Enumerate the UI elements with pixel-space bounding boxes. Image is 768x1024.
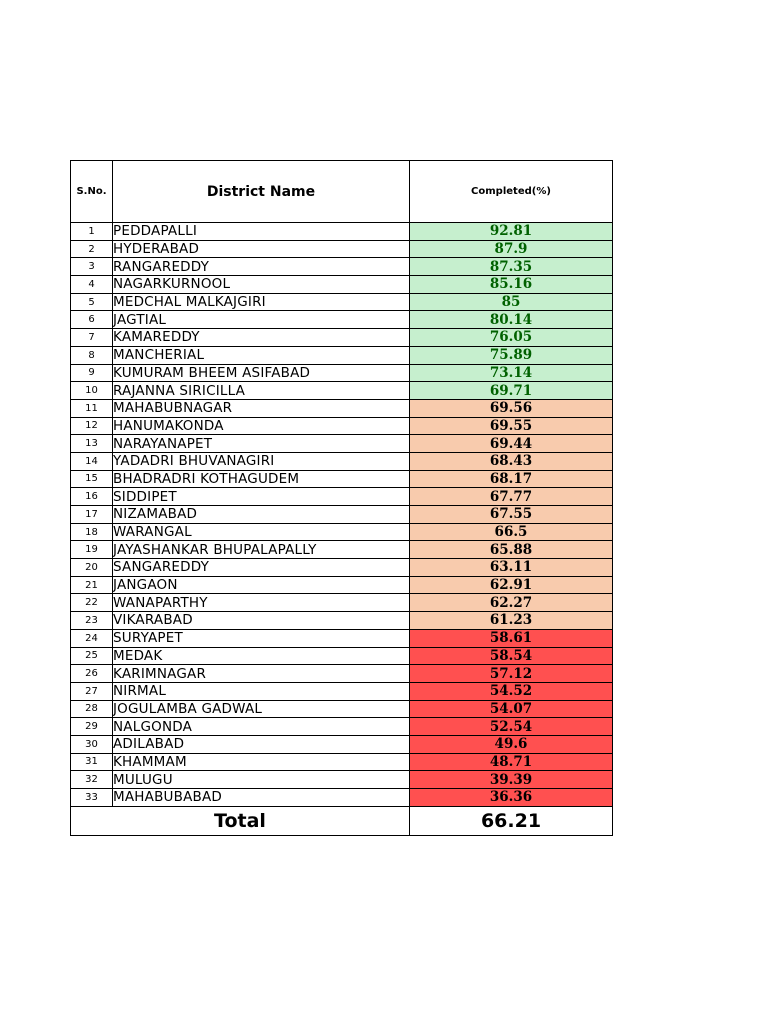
row-sno: 20 xyxy=(71,559,113,577)
row-sno: 5 xyxy=(71,293,113,311)
row-completed-pct: 63.11 xyxy=(410,559,613,577)
row-completed-pct: 49.6 xyxy=(410,735,613,753)
row-sno: 32 xyxy=(71,771,113,789)
table-row xyxy=(71,523,613,541)
table-row xyxy=(71,612,613,630)
row-district-name: JAGTIAL xyxy=(113,311,410,329)
table-row xyxy=(71,452,613,470)
table-row xyxy=(71,576,613,594)
row-completed-pct: 54.07 xyxy=(410,700,613,718)
row-district-name: SIDDIPET xyxy=(113,488,410,506)
row-completed-pct: 75.89 xyxy=(410,346,613,364)
row-completed-pct: 66.5 xyxy=(410,523,613,541)
row-sno: 23 xyxy=(71,612,113,630)
district-completion-table xyxy=(70,160,613,836)
row-district-name: WARANGAL xyxy=(113,523,410,541)
table-row xyxy=(71,435,613,453)
table-row xyxy=(71,700,613,718)
row-sno: 21 xyxy=(71,576,113,594)
table-row xyxy=(71,470,613,488)
table-row xyxy=(71,718,613,736)
table-row xyxy=(71,559,613,577)
row-sno: 12 xyxy=(71,417,113,435)
row-sno: 18 xyxy=(71,523,113,541)
table-row xyxy=(71,240,613,258)
row-completed-pct: 87.35 xyxy=(410,258,613,276)
row-completed-pct: 69.56 xyxy=(410,399,613,417)
row-sno: 11 xyxy=(71,399,113,417)
table-row xyxy=(71,311,613,329)
row-completed-pct: 39.39 xyxy=(410,771,613,789)
row-completed-pct: 57.12 xyxy=(410,665,613,683)
row-district-name: WANAPARTHY xyxy=(113,594,410,612)
row-sno: 17 xyxy=(71,506,113,524)
row-district-name: JANGAON xyxy=(113,576,410,594)
row-district-name: PEDDAPALLI xyxy=(113,223,410,241)
row-district-name: YADADRI BHUVANAGIRI xyxy=(113,452,410,470)
row-completed-pct: 76.05 xyxy=(410,329,613,347)
header-district-name: District Name xyxy=(113,161,410,223)
row-sno: 8 xyxy=(71,346,113,364)
row-district-name: KAMAREDDY xyxy=(113,329,410,347)
row-district-name: RANGAREDDY xyxy=(113,258,410,276)
table-row xyxy=(71,329,613,347)
row-district-name: BHADRADRI KOTHAGUDEM xyxy=(113,470,410,488)
table-row xyxy=(71,258,613,276)
row-district-name: KHAMMAM xyxy=(113,753,410,771)
row-district-name: NALGONDA xyxy=(113,718,410,736)
row-sno: 4 xyxy=(71,276,113,294)
row-sno: 15 xyxy=(71,470,113,488)
row-completed-pct: 36.36 xyxy=(410,789,613,807)
table-row xyxy=(71,682,613,700)
table-row xyxy=(71,594,613,612)
table-row xyxy=(71,647,613,665)
row-sno: 25 xyxy=(71,647,113,665)
row-district-name: RAJANNA SIRICILLA xyxy=(113,382,410,400)
row-completed-pct: 85.16 xyxy=(410,276,613,294)
row-completed-pct: 52.54 xyxy=(410,718,613,736)
row-sno: 2 xyxy=(71,240,113,258)
row-sno: 28 xyxy=(71,700,113,718)
row-district-name: NARAYANAPET xyxy=(113,435,410,453)
row-sno: 3 xyxy=(71,258,113,276)
row-district-name: SANGAREDDY xyxy=(113,559,410,577)
row-sno: 33 xyxy=(71,789,113,807)
row-completed-pct: 68.43 xyxy=(410,452,613,470)
table-row xyxy=(71,382,613,400)
table-row xyxy=(71,223,613,241)
row-district-name: VIKARABAD xyxy=(113,612,410,630)
table-row xyxy=(71,346,613,364)
row-district-name: MULUGU xyxy=(113,771,410,789)
row-district-name: HYDERABAD xyxy=(113,240,410,258)
header-completed: Completed(%) xyxy=(410,161,613,223)
total-label: Total xyxy=(71,806,410,835)
row-district-name: MAHABUBNAGAR xyxy=(113,399,410,417)
row-district-name: ADILABAD xyxy=(113,735,410,753)
table-row xyxy=(71,735,613,753)
row-completed-pct: 69.55 xyxy=(410,417,613,435)
row-sno: 1 xyxy=(71,223,113,241)
row-district-name: JOGULAMBA GADWAL xyxy=(113,700,410,718)
row-sno: 29 xyxy=(71,718,113,736)
row-completed-pct: 65.88 xyxy=(410,541,613,559)
row-sno: 27 xyxy=(71,682,113,700)
row-district-name: MEDCHAL MALKAJGIRI xyxy=(113,293,410,311)
table-row xyxy=(71,541,613,559)
row-sno: 13 xyxy=(71,435,113,453)
table-row xyxy=(71,789,613,807)
row-sno: 16 xyxy=(71,488,113,506)
row-district-name: NAGARKURNOOL xyxy=(113,276,410,294)
table-row xyxy=(71,506,613,524)
header-row xyxy=(71,161,613,223)
table-body xyxy=(71,223,613,807)
header-sno: S.No. xyxy=(71,161,113,223)
table-row xyxy=(71,629,613,647)
row-sno: 14 xyxy=(71,452,113,470)
row-sno: 26 xyxy=(71,665,113,683)
table-row xyxy=(71,665,613,683)
table-row xyxy=(71,399,613,417)
row-sno: 30 xyxy=(71,735,113,753)
row-sno: 7 xyxy=(71,329,113,347)
row-district-name: SURYAPET xyxy=(113,629,410,647)
table-row xyxy=(71,753,613,771)
row-completed-pct: 67.55 xyxy=(410,506,613,524)
row-district-name: NIRMAL xyxy=(113,682,410,700)
row-district-name: KARIMNAGAR xyxy=(113,665,410,683)
row-district-name: JAYASHANKAR BHUPALAPALLY xyxy=(113,541,410,559)
row-sno: 6 xyxy=(71,311,113,329)
row-completed-pct: 58.54 xyxy=(410,647,613,665)
row-completed-pct: 69.71 xyxy=(410,382,613,400)
row-completed-pct: 80.14 xyxy=(410,311,613,329)
row-completed-pct: 92.81 xyxy=(410,223,613,241)
row-completed-pct: 87.9 xyxy=(410,240,613,258)
row-district-name: KUMURAM BHEEM ASIFABAD xyxy=(113,364,410,382)
row-sno: 31 xyxy=(71,753,113,771)
table-row xyxy=(71,771,613,789)
row-completed-pct: 48.71 xyxy=(410,753,613,771)
row-sno: 19 xyxy=(71,541,113,559)
total-value: 66.21 xyxy=(410,806,613,835)
table-row xyxy=(71,417,613,435)
row-completed-pct: 62.91 xyxy=(410,576,613,594)
table-row xyxy=(71,276,613,294)
total-row xyxy=(71,806,613,835)
row-completed-pct: 85 xyxy=(410,293,613,311)
row-district-name: MEDAK xyxy=(113,647,410,665)
row-district-name: MAHABUBABAD xyxy=(113,789,410,807)
row-completed-pct: 69.44 xyxy=(410,435,613,453)
row-completed-pct: 62.27 xyxy=(410,594,613,612)
table-row xyxy=(71,488,613,506)
row-completed-pct: 68.17 xyxy=(410,470,613,488)
row-completed-pct: 67.77 xyxy=(410,488,613,506)
row-sno: 22 xyxy=(71,594,113,612)
row-sno: 10 xyxy=(71,382,113,400)
table-row xyxy=(71,293,613,311)
row-district-name: NIZAMABAD xyxy=(113,506,410,524)
row-completed-pct: 61.23 xyxy=(410,612,613,630)
row-sno: 24 xyxy=(71,629,113,647)
row-completed-pct: 58.61 xyxy=(410,629,613,647)
row-district-name: MANCHERIAL xyxy=(113,346,410,364)
row-district-name: HANUMAKONDA xyxy=(113,417,410,435)
row-sno: 9 xyxy=(71,364,113,382)
row-completed-pct: 73.14 xyxy=(410,364,613,382)
row-completed-pct: 54.52 xyxy=(410,682,613,700)
table-row xyxy=(71,364,613,382)
